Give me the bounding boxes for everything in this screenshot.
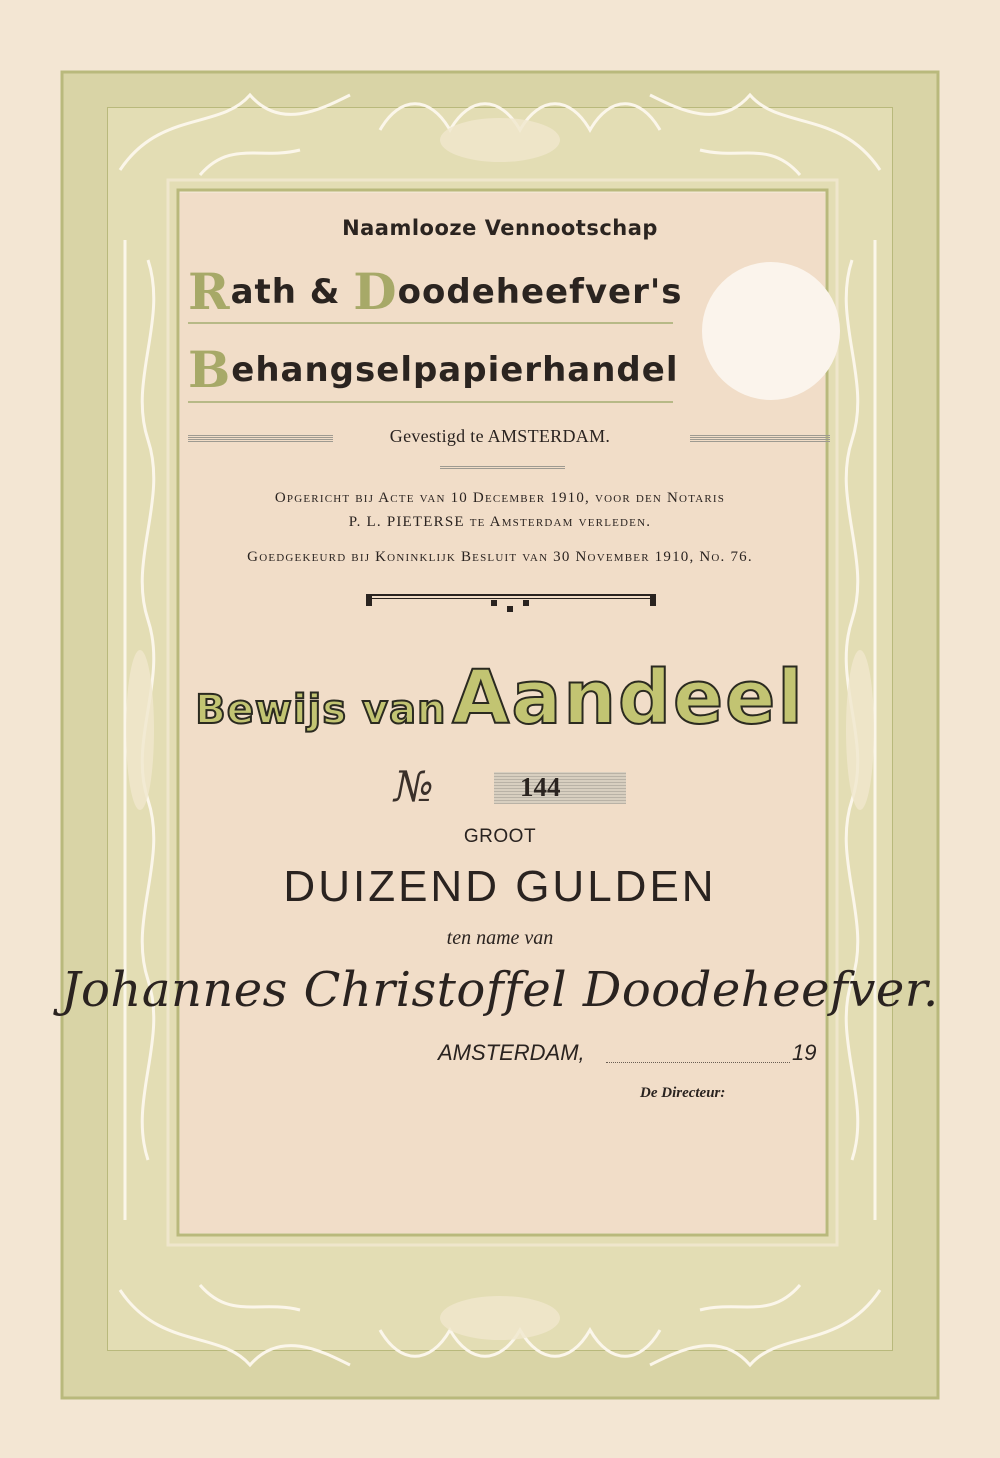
- company-type: Naamlooze Vennootschap: [342, 216, 658, 240]
- legal-line-1: Opgericht bij Acte van 10 December 1910, voor den Notaris: [274, 490, 726, 506]
- place-label: AMSTERDAM,: [438, 1040, 585, 1065]
- ornament-divider: [366, 590, 656, 620]
- share-amount: DUIZEND GULDEN: [283, 862, 717, 911]
- seal-area: [702, 262, 840, 400]
- certificate-number: 144: [520, 772, 561, 802]
- hatch-center: [440, 465, 565, 469]
- title-big: Aandeel: [452, 655, 805, 741]
- hatch-right: [690, 435, 830, 442]
- signatory-label: De Directeur:: [640, 1085, 726, 1101]
- name-part-2: oodeheefver's: [397, 272, 683, 312]
- name-part-3: ehangselpapierhandel: [231, 350, 679, 390]
- name-rule-2: [188, 401, 673, 403]
- company-name-line-1: [188, 262, 688, 321]
- legal-line-3: Goedgekeurd bij Koninklijk Besluit van 30 November 1910, No. 76.: [247, 549, 753, 565]
- title-small: Bewijs van: [195, 687, 447, 733]
- year-prefix: 19: [792, 1040, 817, 1065]
- initial-d: D: [353, 262, 398, 321]
- groot-label: GROOT: [463, 826, 537, 847]
- certificate-title: [0, 655, 1000, 741]
- ten-name-van: ten name van: [446, 927, 554, 949]
- holder-name: Johannes Christoffel Doodeheefver.: [61, 962, 939, 1018]
- name-rule-1: [188, 322, 673, 324]
- number-sign: №: [394, 762, 434, 811]
- initial-b: B: [188, 340, 232, 399]
- date-dotted-line: [606, 1062, 790, 1063]
- company-name-line-2: [188, 340, 688, 399]
- initial-r: R: [188, 262, 231, 321]
- location-line: Gevestigd te AMSTERDAM.: [389, 426, 611, 446]
- name-part-1: ath &: [230, 272, 354, 312]
- legal-line-2: P. L. PIETERSE te Amsterdam verleden.: [348, 514, 652, 530]
